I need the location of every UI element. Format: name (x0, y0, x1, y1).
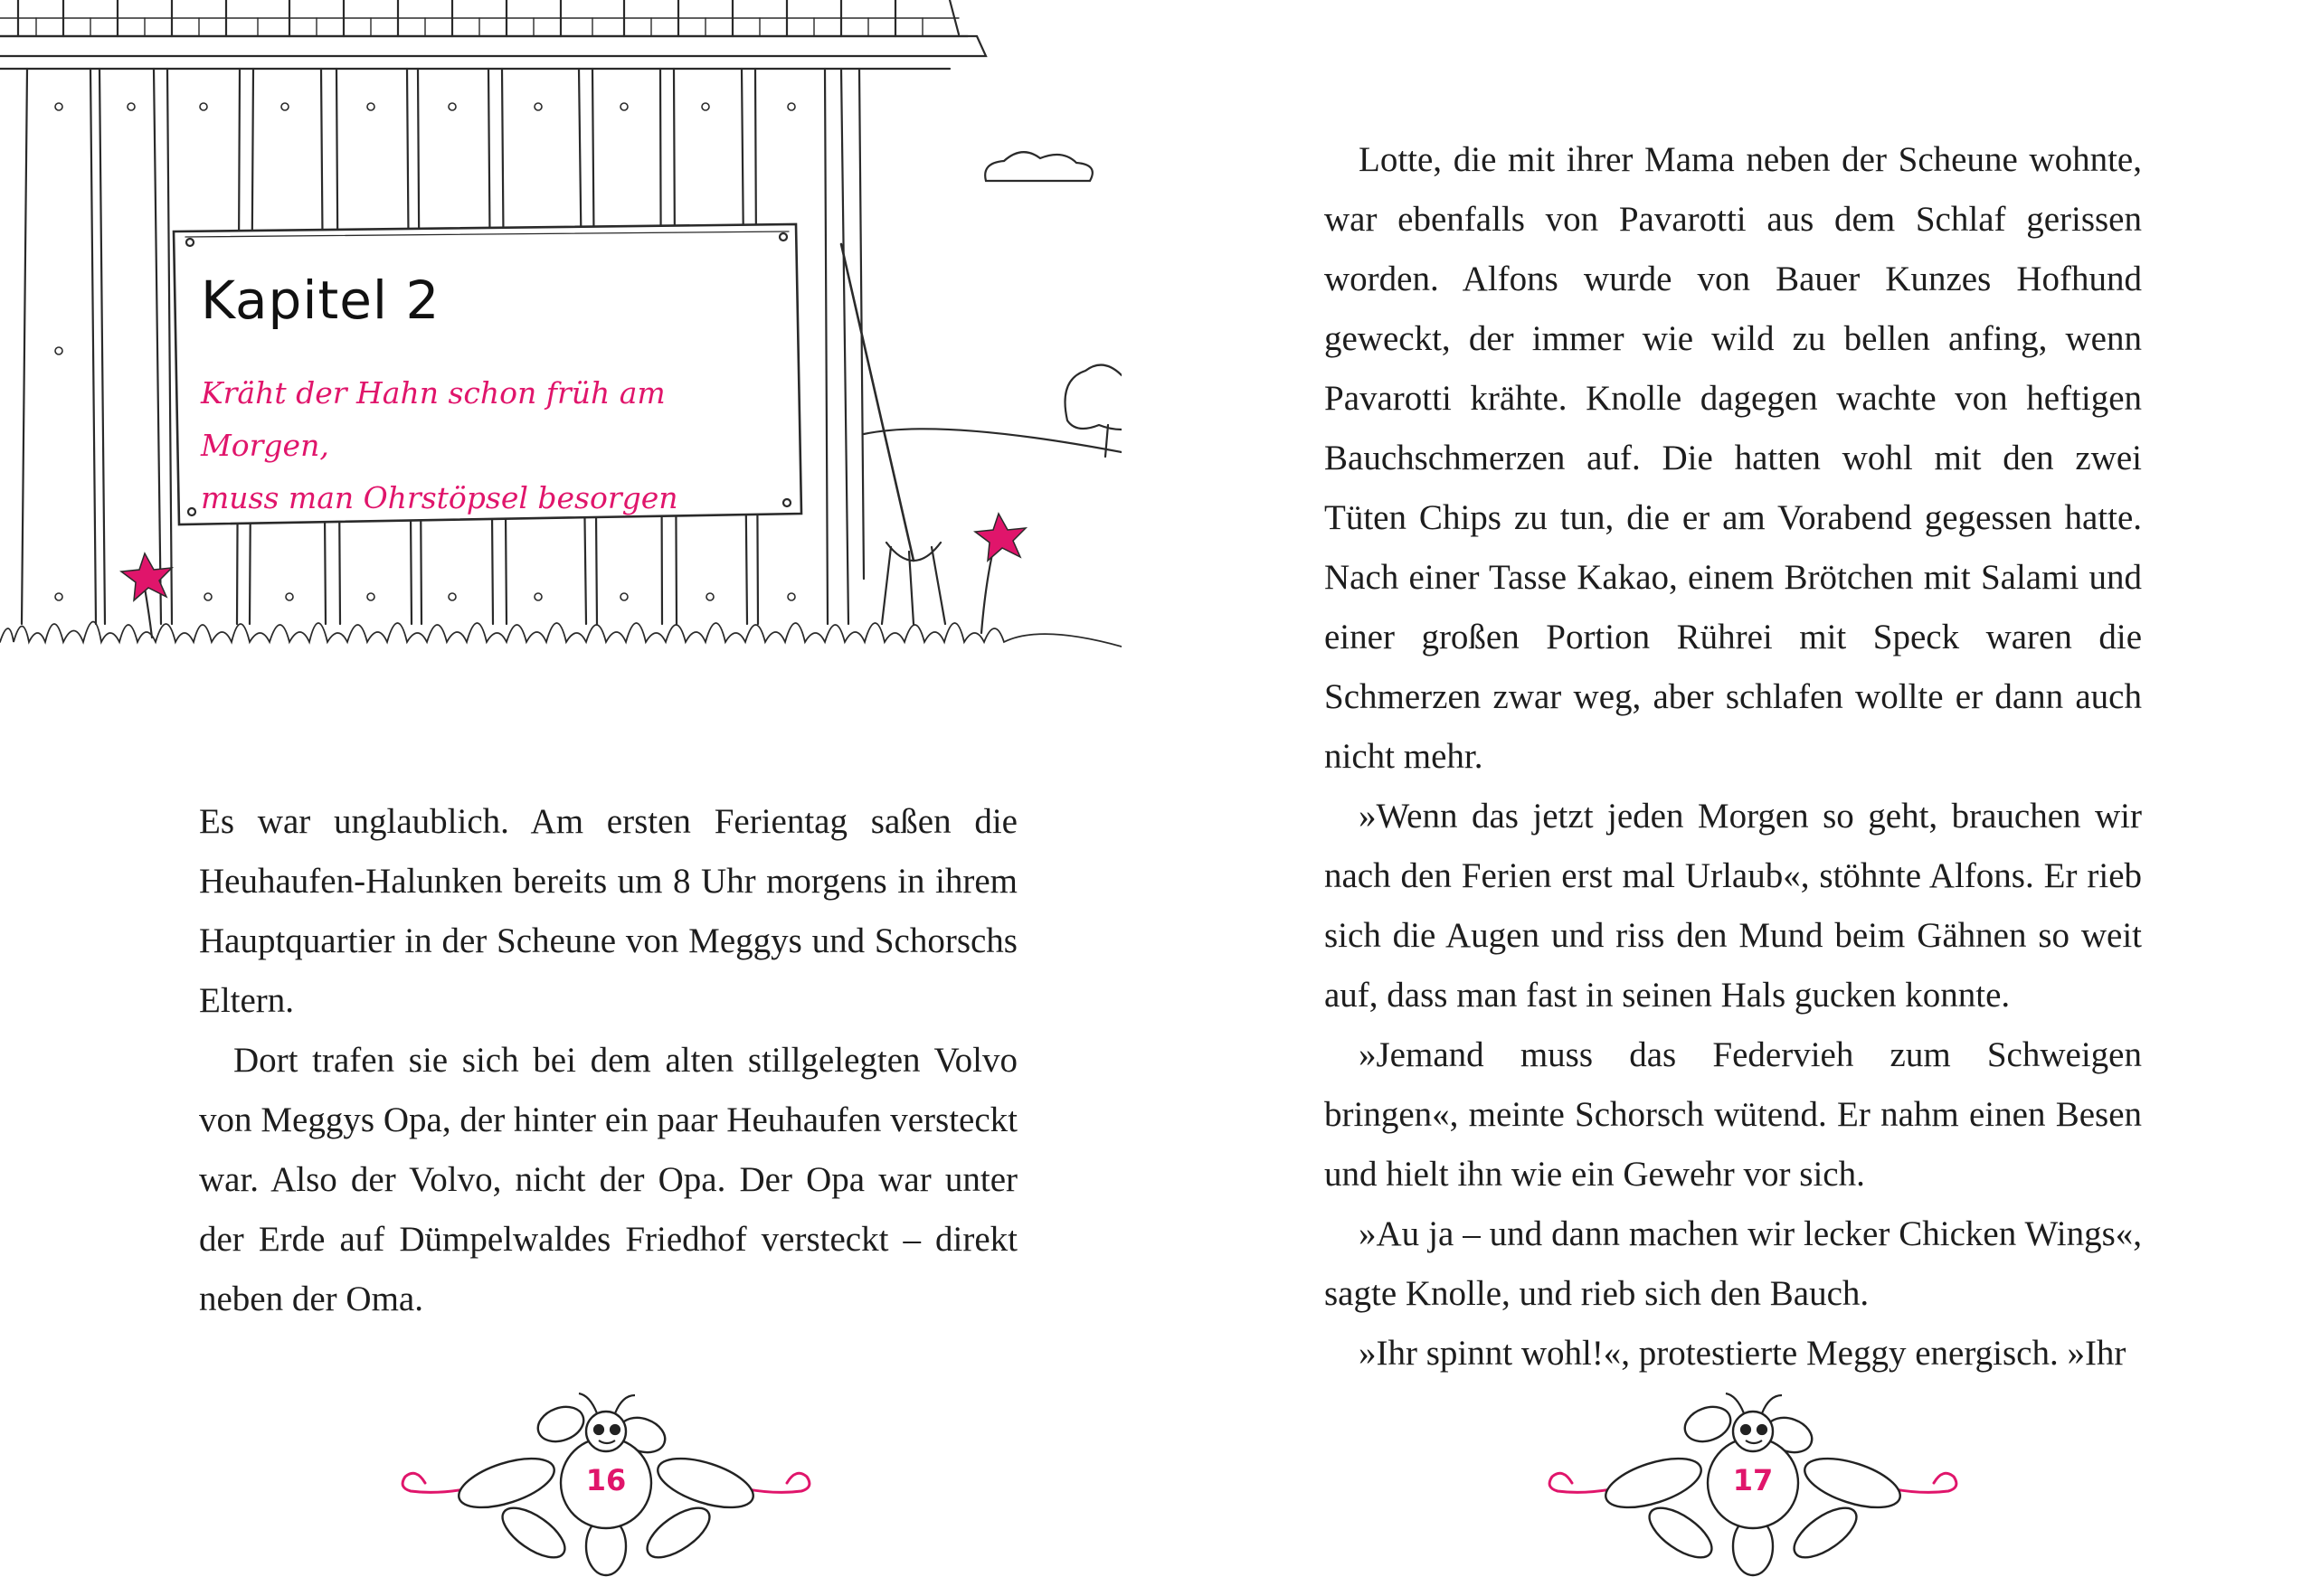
left-page (0, 0, 1155, 1596)
page-number: 17 (1732, 1463, 1774, 1497)
paragraph: »Jemand muss das Federvieh zum Schweigen bringen«, meinte Schorsch wütend. Er nahm einen Besen und hielt ihn wie ein Gewehr vor sich. (1324, 1035, 2142, 1194)
paragraph: »Ihr spinnt wohl!«, protestierte Meggy energisch. »Ihr (1359, 1334, 2126, 1373)
chapter-subtitle-line-1: Kräht der Hahn schon früh am Morgen, (201, 375, 666, 463)
paragraph: »Wenn das jetzt jeden Morgen so geht, brauchen wir nach den Ferien erst mal Urlaub«, stöhnte Alfons. Er rieb sich die Augen und riss den Mund beim Gähnen so weit auf, dass man fast in seinen Hals gucken konnte. (1324, 797, 2142, 1015)
barn-fence-illustration (0, 0, 1122, 651)
page-number-ornament (1545, 1388, 1961, 1578)
chapter-subtitle (201, 367, 780, 524)
right-page (1156, 0, 2311, 1596)
page-number: 16 (585, 1463, 627, 1497)
chapter-subtitle-line-2: muss man Ohrstöpsel besorgen (201, 480, 678, 515)
paragraph: »Au ja – und dann machen wir lecker Chicken Wings«, sagte Knolle, und rieb sich den Bauch. (1324, 1214, 2142, 1313)
paragraph: Es war unglaublich. Am ersten Ferientag saßen die Heuhaufen-Halunken bereits um 8 Uhr morgens in ihrem Hauptquartier in der Scheune von Meggys und Schorschs Eltern. (199, 802, 1018, 1020)
flower-right (975, 514, 1026, 561)
left-page-text (199, 792, 1018, 1329)
chapter-title: Kapitel 2 (201, 269, 440, 331)
right-page-text (1324, 130, 2142, 1384)
page-number-ornament (398, 1388, 814, 1578)
paragraph: Dort trafen sie sich bei dem alten stillgelegten Volvo von Meggys Opa, der hinter ein paar Heuhaufen versteckt war. Also der Volvo, nicht der Opa. Der Opa war unter der Erde auf Dümpelwaldes Friedhof versteckt – direkt neben der Oma. (199, 1041, 1018, 1318)
paragraph: Lotte, die mit ihrer Mama neben der Scheune wohnte, war ebenfalls von Pavarotti aus dem Schlaf gerissen worden. Alfons wurde von Bauer Kunzes Hofhund geweckt, der immer wie wild zu bellen anfing, wenn Pavarotti krähte. Knolle dagegen wachte von heftigen Bauchschmerzen auf. Die hatten wohl mit den zwei Tüten Chips zu tun, die er am Vorabend gegessen hatte. Nach einer Tasse Kakao, einem Brötchen mit Salami und einer großen Portion Rührei mit Speck waren die Schmerzen zwar weg, aber schlafen wollte er dann auch nicht mehr. (1324, 140, 2142, 776)
